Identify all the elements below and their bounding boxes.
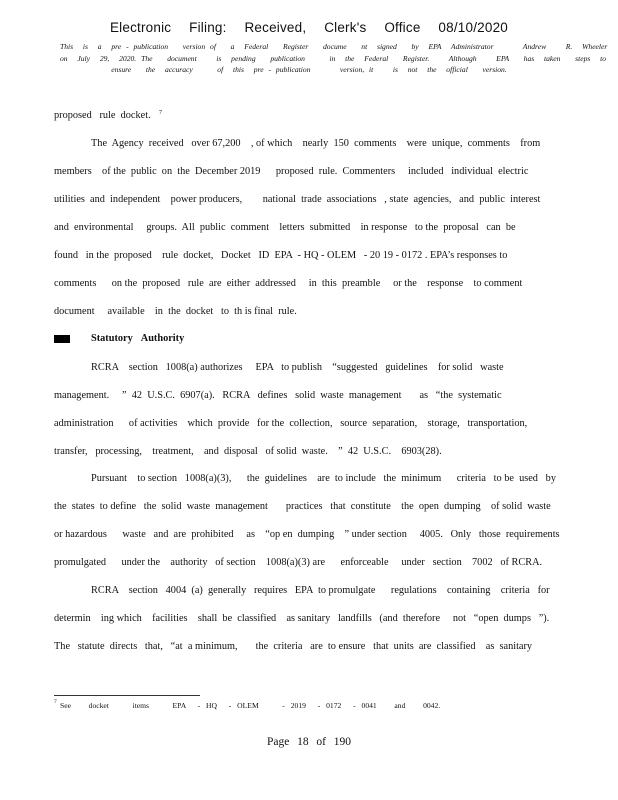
body-line: transfer, processing, treatment, and disposal of solid waste. ” 42 U.S.C. 6903(28). xyxy=(54,446,442,457)
body-line: utilities and independent power producers, national trade associations , state agencies, and public interest xyxy=(54,194,541,205)
prepublication-notice xyxy=(60,41,608,76)
body-line: RCRA section 1008(a) authorizes EPA to publish “suggested guidelines for solid waste xyxy=(91,362,504,373)
footnote-divider xyxy=(54,695,200,696)
body-line: Pursuant to section 1008(a)(3), the guidelines are to include the minimum criteria to be used by xyxy=(91,473,556,484)
page-number: Page 18 of 190 xyxy=(267,736,351,748)
footnote-reference: 7 xyxy=(159,110,162,116)
body-line: The Agency received over 67,200 , of which nearly 150 comments were unique, comments from xyxy=(91,138,541,149)
section-heading: Statutory Authority xyxy=(91,333,185,344)
body-line: management. ” 42 U.S.C. 6907(a). RCRA defines solid waste management as “the systematic xyxy=(54,390,502,401)
body-line: proposed rule docket. xyxy=(54,110,151,121)
notice-line: on July 29, 2020. The document is pending publication in the Federal Register. Although EPA has taken steps to xyxy=(60,53,607,63)
footnote-text: See docket items EPA - HQ - OLEM - 2019 - 0172 - 0041 and 0042. xyxy=(60,701,441,710)
body-line: found in the proposed rule docket, Docket ID EPA - HQ - OLEM - 20 19 - 0172 . EPA’s responses to xyxy=(54,250,508,261)
body-line: determin ing which facilities shall be classified as sanitary landfills (and therefore not “open dumps ”). xyxy=(54,613,550,624)
body-line: document available in the docket to th is final rule. xyxy=(54,306,297,317)
body-line: administration of activities which provide for the collection, source separation, storage, transportation, xyxy=(54,418,528,429)
body-line: RCRA section 4004 (a) generally requires EPA to promulgate regulations containing criteria for xyxy=(91,585,550,596)
body-line: members of the public on the December 2019 proposed rule. Commenters included individual electric xyxy=(54,166,529,177)
section-heading-row xyxy=(54,333,354,347)
footnote-number: 7 xyxy=(54,699,57,705)
notice-line: This is a pre - publication version of a Federal Register docume nt signed by EPA Administrator Andrew R. Wheeler xyxy=(60,42,608,51)
body-line: comments on the proposed rule are either addressed in this preamble or the response to comment xyxy=(54,278,523,289)
notice-line: ensure the accuracy of this pre - publication version, it is not the official version. xyxy=(111,65,507,74)
redaction-box xyxy=(54,335,70,343)
body-line: or hazardous waste and are prohibited as “op en dumping ” under section 4005. Only those requirements xyxy=(54,529,560,540)
body-line: The statute directs that, “at a minimum, the criteria are to ensure that units are classified as sanitary xyxy=(54,641,533,652)
body-line: promulgated under the authority of section 1008(a)(3) are enforceable under section 7002 of RCRA. xyxy=(54,557,543,568)
body-line: the states to define the solid waste management practices that constitute the open dumping of solid waste xyxy=(54,501,551,512)
filing-stamp: Electronic Filing: Received, Clerk's Office 08/10/2020 xyxy=(109,20,509,35)
body-line: and environmental groups. All public comment letters submitted in response to the proposal can be xyxy=(54,222,516,233)
